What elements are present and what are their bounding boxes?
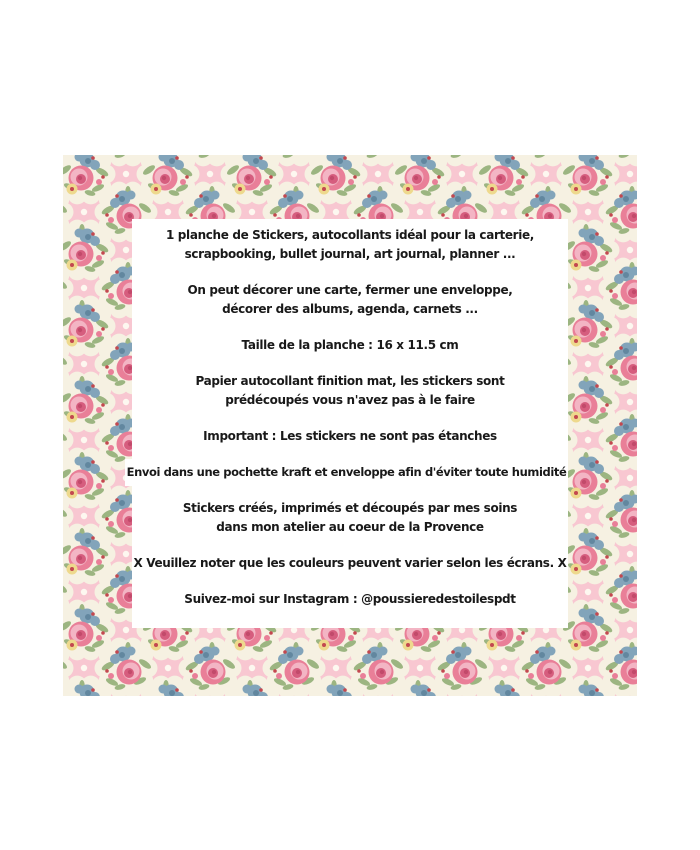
text-line: X Veuillez noter que les couleurs peuvent varier selon les écrans. X (133, 556, 567, 570)
description-text (126, 219, 568, 609)
text-line: Taille de la planche : 16 x 11.5 cm (241, 338, 459, 352)
text-line: Envoi dans une pochette kraft et enveloppe afin d'éviter toute humidité (126, 465, 567, 479)
shipping-note (125, 459, 568, 486)
text-line: scrapbooking, bullet journal, art journal, planner ... (184, 247, 516, 261)
text-line: prédécoupés vous n'avez pas à le faire (225, 393, 475, 407)
text-line: Stickers créés, imprimés et découpés par mes soins (182, 501, 518, 515)
text-line: Important : Les stickers ne sont pas étanches (203, 429, 497, 443)
text-line: décorer des albums, agenda, carnets ... (222, 302, 478, 316)
text-line: Papier autocollant finition mat, les stickers sont (195, 374, 505, 388)
paper-finish (132, 372, 568, 410)
text-line: Suivez-moi sur Instagram : @poussieredestoilespdt (184, 592, 516, 606)
instagram-line (132, 590, 568, 609)
sheet-size (132, 336, 568, 355)
color-disclaimer (132, 554, 568, 573)
handmade-note (132, 499, 568, 537)
usage-ideas (132, 281, 568, 319)
description-panel (126, 219, 568, 628)
waterproof-warning (132, 427, 568, 446)
text-line: 1 planche de Stickers, autocollants idéal pour la carterie, (165, 228, 535, 242)
text-line: dans mon atelier au coeur de la Provence (216, 520, 484, 534)
text-line: On peut décorer une carte, fermer une enveloppe, (187, 283, 513, 297)
product-intro (132, 226, 568, 264)
